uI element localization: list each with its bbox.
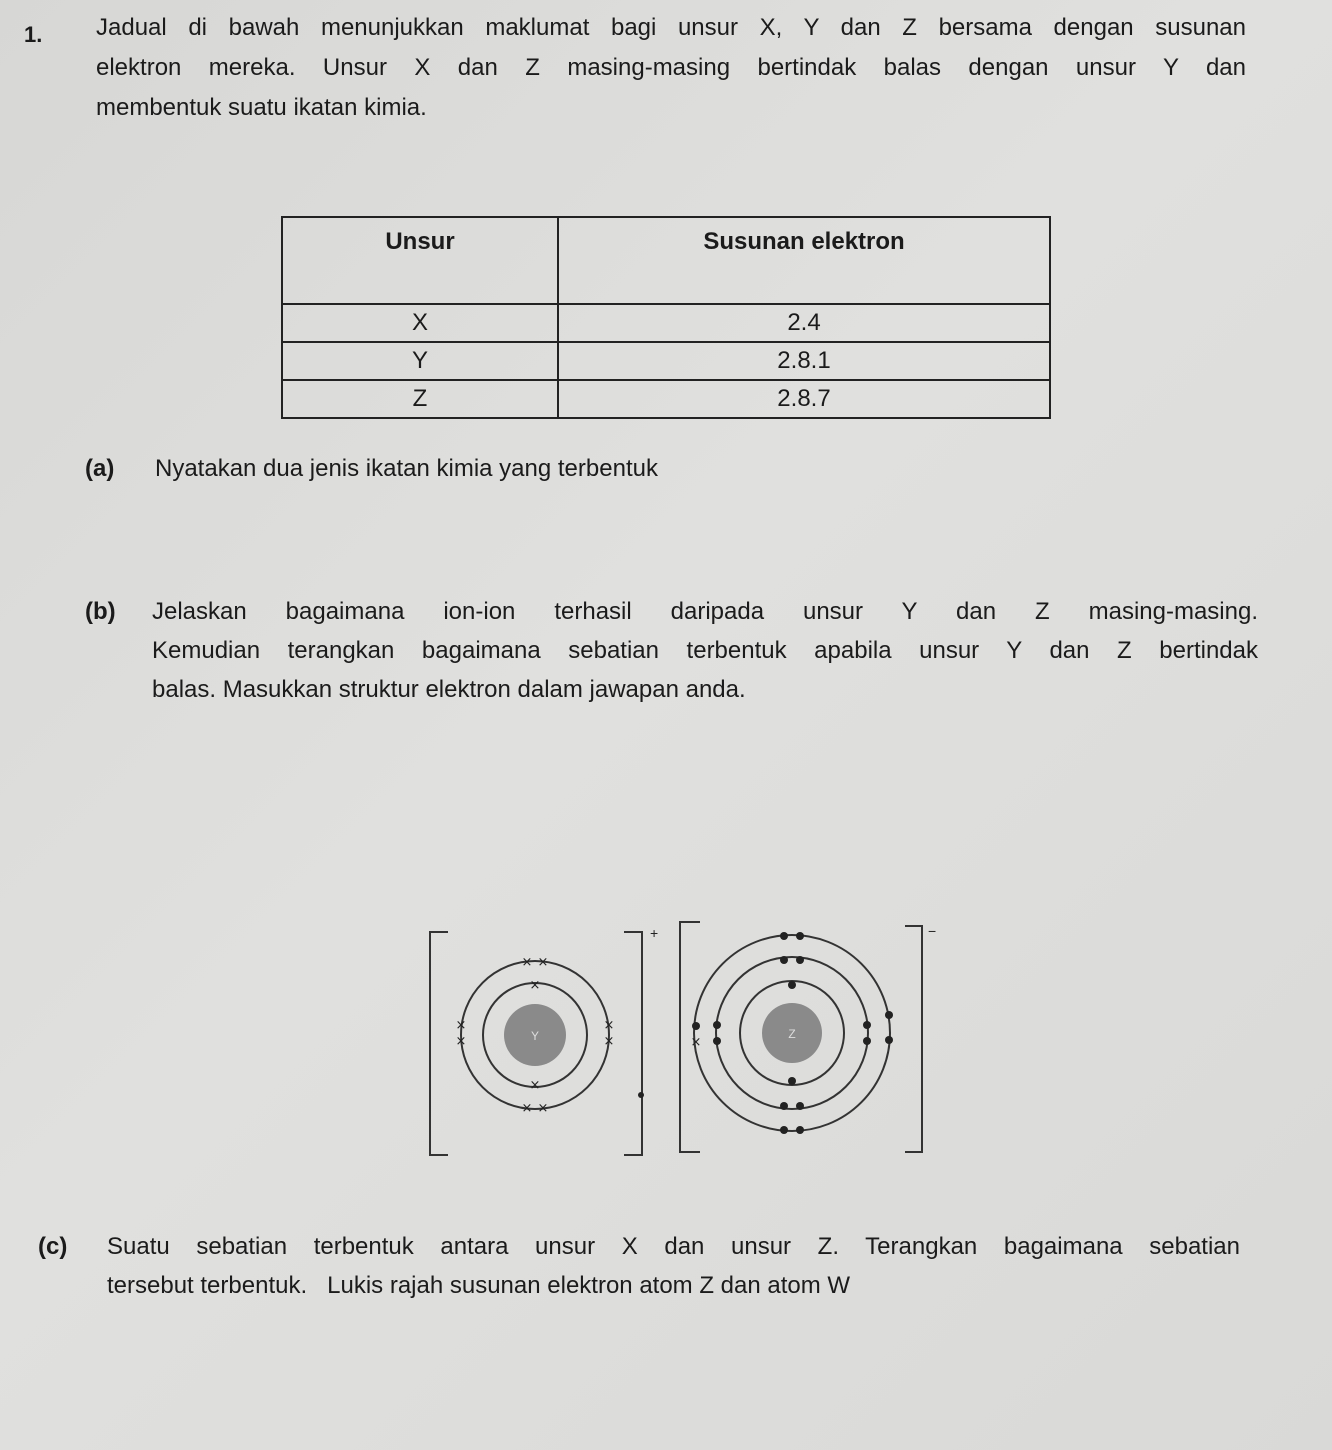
z-electron — [863, 1021, 871, 1029]
part-c-line-1: Suatu sebatian terbentuk antara unsur X dan unsur Z. Terangkan bagaimana sebatian — [107, 1233, 1240, 1260]
z-electron — [780, 1126, 788, 1134]
z-electron — [780, 1102, 788, 1110]
y-electron: × — [521, 955, 533, 970]
y-ion-atom — [456, 955, 615, 1116]
z-electron — [796, 932, 804, 940]
z-electron — [713, 1021, 721, 1029]
z-electron — [788, 1077, 796, 1085]
config-cell: 2.8.7 — [558, 380, 1050, 418]
part-b-text — [152, 592, 1258, 709]
z-electron — [885, 1011, 893, 1019]
element-cell: X — [282, 304, 558, 342]
z-transferred-electron: × — [690, 1035, 702, 1050]
part-b-line-3: balas. Masukkan struktur elektron dalam jawapan anda. — [152, 676, 746, 703]
z-electron — [780, 932, 788, 940]
y-ion-left-bracket — [430, 932, 448, 1155]
table-row — [282, 304, 1050, 342]
y-electron: × — [529, 1078, 541, 1093]
part-b-line-1: Jelaskan bagaimana ion-ion terhasil daripada unsur Y dan Z masing-masing. — [152, 598, 1258, 625]
header-unsur: Unsur — [282, 217, 558, 304]
y-electron: × — [537, 1101, 549, 1116]
y-electron: × — [521, 1101, 533, 1116]
z-electron — [863, 1037, 871, 1045]
z-electron — [796, 1102, 804, 1110]
z-ion-right-bracket — [905, 926, 922, 1152]
z-electron — [885, 1036, 893, 1044]
y-nucleus-symbol: Y — [530, 1029, 540, 1043]
y-electron: × — [537, 955, 549, 970]
part-a-label: (a) — [85, 455, 115, 482]
element-table — [281, 216, 1051, 419]
part-a-text: Nyatakan dua jenis ikatan kimia yang terbentuk — [155, 455, 658, 482]
intro-line-3: membentuk suatu ikatan kimia. — [96, 94, 427, 121]
part-c-label: (c) — [38, 1233, 68, 1260]
y-electron: × — [529, 978, 541, 993]
z-electron — [638, 1092, 644, 1098]
part-c-text — [107, 1227, 1240, 1305]
table-row — [282, 342, 1050, 380]
z-electron — [796, 956, 804, 964]
config-cell: 2.4 — [558, 304, 1050, 342]
y-ion-right-bracket — [624, 932, 642, 1155]
z-electron — [692, 1022, 700, 1030]
table-row — [282, 380, 1050, 418]
z-electron — [713, 1037, 721, 1045]
element-cell: Y — [282, 342, 558, 380]
element-cell: Z — [282, 380, 558, 418]
z-nucleus-symbol: Z — [788, 1027, 796, 1041]
y-ion-charge: + — [650, 925, 659, 941]
z-electron — [780, 956, 788, 964]
intro-line-2: elektron mereka. Unsur X dan Z masing-masing bertindak balas dengan unsur Y dan — [96, 54, 1246, 81]
part-c-line-2: tersebut terbentuk. Lukis rajah susunan elektron atom Z dan atom W — [107, 1272, 851, 1299]
y-electron: × — [603, 1018, 615, 1033]
z-electron — [796, 1126, 804, 1134]
y-electron: × — [455, 1018, 467, 1033]
z-ion-charge: − — [928, 923, 937, 939]
y-electron: × — [603, 1034, 615, 1049]
z-ion-atom — [638, 932, 893, 1134]
question-intro — [96, 8, 1246, 128]
intro-line-1: Jadual di bawah menunjukkan maklumat bagi unsur X, Y dan Z bersama dengan susunan — [96, 14, 1246, 41]
question-number: 1. — [24, 22, 43, 47]
config-cell: 2.8.1 — [558, 342, 1050, 380]
y-electron: × — [455, 1034, 467, 1049]
header-susunan-elektron: Susunan elektron — [558, 217, 1050, 304]
ionic-bond-diagram — [400, 900, 960, 1170]
part-b-label: (b) — [85, 598, 116, 625]
table-header-row — [282, 217, 1050, 304]
z-electron — [788, 981, 796, 989]
part-b-line-2: Kemudian terangkan bagaimana sebatian terbentuk apabila unsur Y dan Z bertindak — [152, 637, 1258, 664]
